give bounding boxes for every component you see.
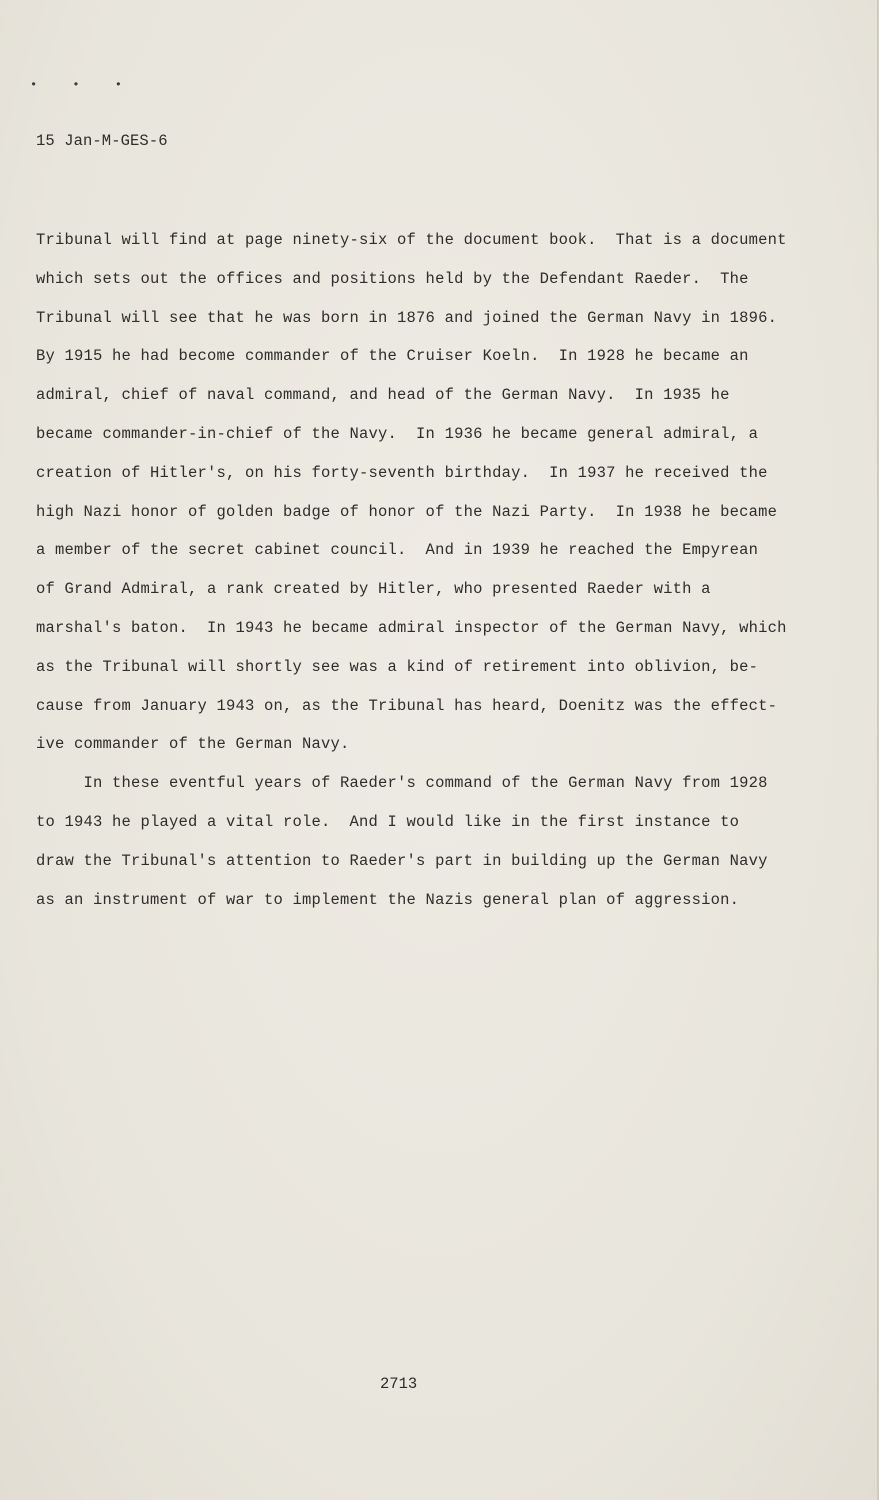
text-line: admiral, chief of naval command, and head of the German Navy. In 1935 he: [36, 386, 730, 405]
text-line: high Nazi honor of golden badge of honor of the Nazi Party. In 1938 he became: [36, 502, 778, 521]
text-line: which sets out the offices and positions held by the Defendant Raeder. The: [36, 269, 749, 288]
text-line: Tribunal will find at page ninety-six of the document book. That is a document: [36, 231, 787, 249]
page-number: 2713: [380, 1375, 418, 1393]
text-line: a member of the secret cabinet council. And in 1939 he reached the Empyrean: [36, 541, 759, 560]
text-line: creation of Hitler's, on his forty-seventh birthday. In 1937 he received the: [36, 463, 768, 482]
text-line: became commander-in-chief of the Navy. In 1936 he became general admiral, a: [36, 424, 759, 443]
corner-marks: • • •: [30, 78, 137, 92]
text-line: of Grand Admiral, a rank created by Hitler, who presented Raeder with a: [36, 580, 711, 599]
text-line: Tribunal will see that he was born in 1876 and joined the German Navy in 1896.: [36, 308, 778, 327]
text-line: By 1915 he had become commander of the Cruiser Koeln. In 1928 he became an: [36, 347, 749, 366]
text-line: as the Tribunal will shortly see was a kind of retirement into oblivion, be-: [36, 657, 759, 676]
text-line: cause from January 1943 on, as the Tribunal has heard, Doenitz was the effect-: [36, 696, 778, 715]
body-text: [36, 225, 836, 923]
text-line: ive commander of the German Navy.: [36, 735, 350, 754]
text-line: draw the Tribunal's attention to Raeder's part in building up the German Navy: [36, 851, 768, 870]
text-line: as an instrument of war to implement the Nazis general plan of aggression.: [36, 890, 740, 909]
text-line: marshal's baton. In 1943 he became admiral inspector of the German Navy, which: [36, 618, 787, 637]
text-line: In these eventful years of Raeder's command of the German Navy from 1928: [36, 774, 768, 793]
text-line: to 1943 he played a vital role. And I would like in the first instance to: [36, 812, 740, 831]
document-reference: 15 Jan-M-GES-6: [36, 132, 168, 150]
